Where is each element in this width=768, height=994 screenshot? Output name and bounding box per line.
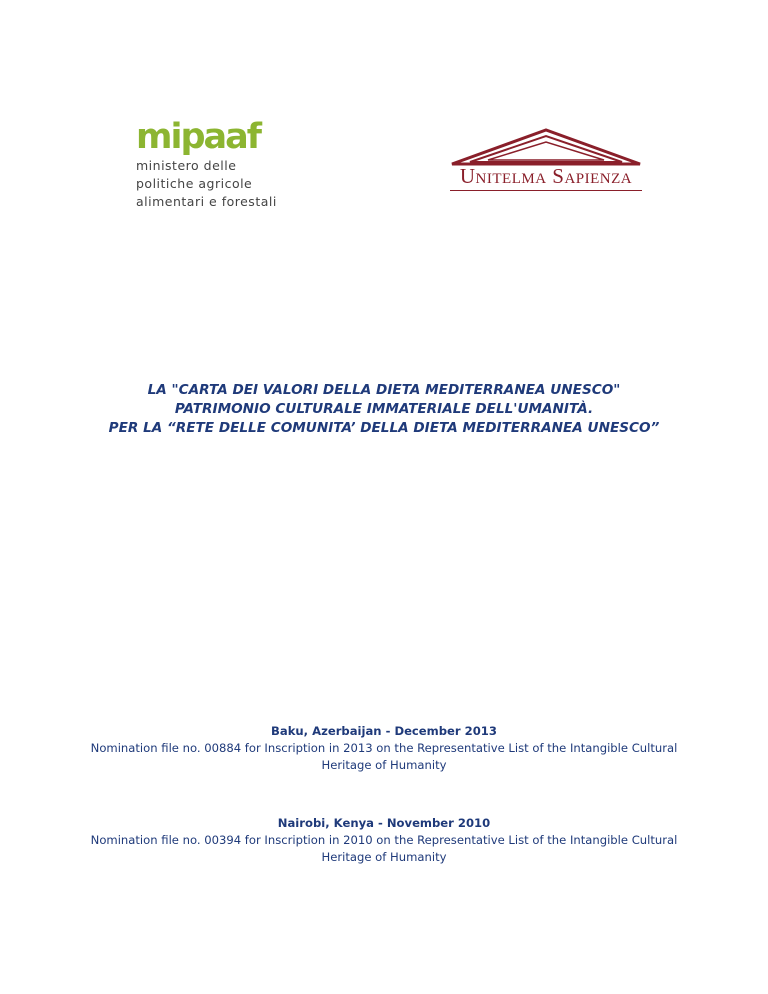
nomination-text-line: Heritage of Humanity bbox=[321, 758, 447, 772]
unitelma-name: Unitelma Sapienza bbox=[459, 164, 633, 188]
unitelma-roof-icon bbox=[448, 128, 644, 168]
nomination-text-line: Nomination file no. 00884 for Inscription in 2013 on the Representative List of the Intangible Cultural bbox=[90, 741, 678, 755]
nomination-nairobi bbox=[40, 815, 728, 866]
nomination-baku bbox=[40, 723, 728, 774]
title-line-3: PER LA “RETE DELLE COMUNITA’ DELLA DIETA MEDITERRANEA UNESCO” bbox=[108, 420, 660, 436]
unitelma-underline bbox=[450, 190, 642, 191]
mipaaf-line-1: ministero delle bbox=[136, 158, 237, 173]
title-line-2: PATRIMONIO CULTURALE IMMATERIALE DELL'UMANITÀ. bbox=[174, 401, 594, 417]
mipaaf-line-2: politiche agricole bbox=[136, 176, 253, 191]
nomination-heading: Nairobi, Kenya - November 2010 bbox=[277, 816, 491, 830]
document-title bbox=[40, 381, 728, 438]
mipaaf-line-3: alimentari e forestali bbox=[136, 194, 277, 209]
nomination-heading: Baku, Azerbaijan - December 2013 bbox=[271, 724, 497, 738]
title-line-1: LA "CARTA DEI VALORI DELLA DIETA MEDITERRANEA UNESCO" bbox=[147, 382, 621, 398]
nomination-text-line: Heritage of Humanity bbox=[321, 850, 447, 864]
mipaaf-wordmark: mipaaf bbox=[136, 117, 260, 157]
nomination-text-line: Nomination file no. 00394 for Inscription in 2010 on the Representative List of the Intangible Cultural bbox=[90, 833, 678, 847]
unitelma-sapienza-logo bbox=[448, 128, 644, 198]
mipaaf-logo bbox=[136, 118, 286, 218]
